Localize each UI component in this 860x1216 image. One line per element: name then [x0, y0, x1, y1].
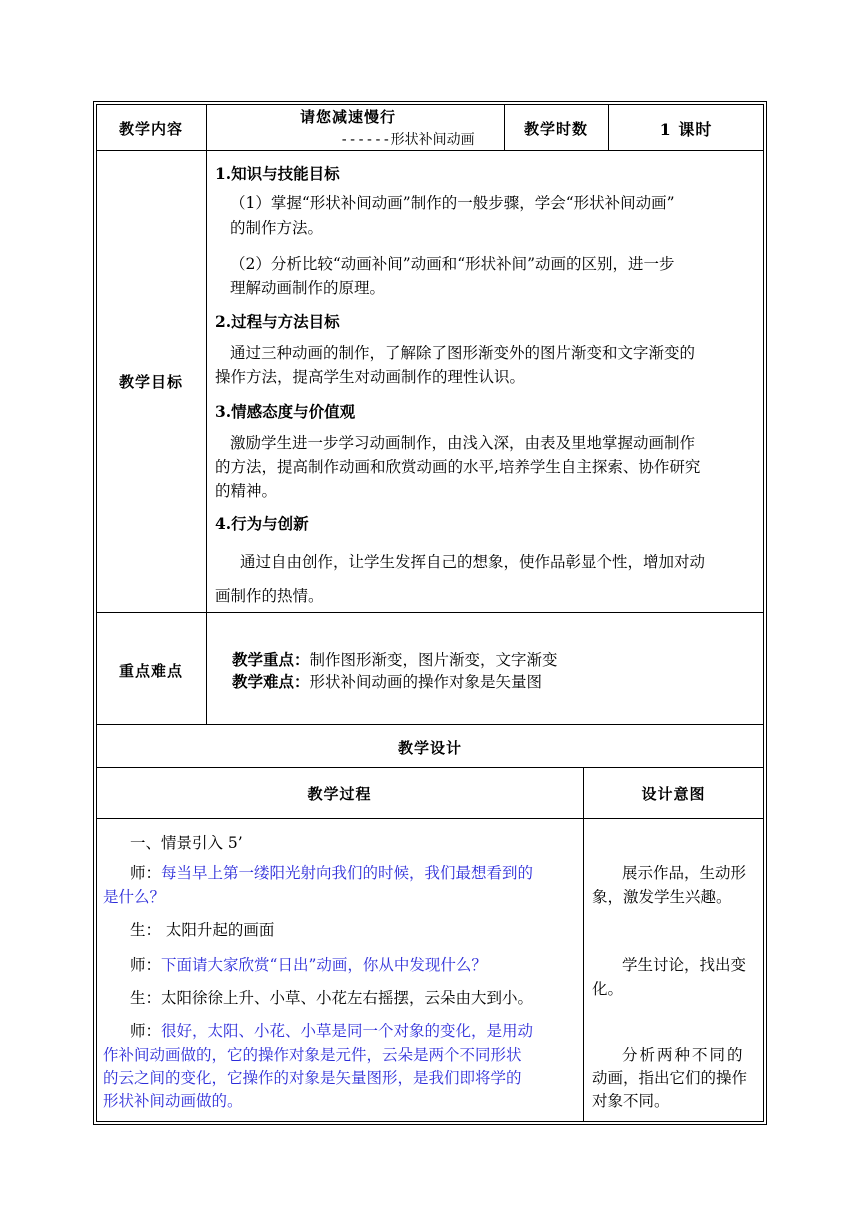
objective-text: 的制作方法。	[230, 219, 324, 237]
focus-label: 教学重点：	[232, 650, 310, 669]
row-divider	[96, 818, 764, 819]
lesson-title: 请您减速慢行	[300, 108, 397, 126]
objective-text: 理解动画制作的原理。	[230, 279, 386, 297]
row-divider	[96, 150, 764, 151]
hours-value: 1 课时	[659, 120, 713, 139]
teacher-prefix: 师：	[130, 956, 162, 974]
hours-label: 教学时数	[523, 120, 588, 138]
col-divider	[206, 104, 207, 724]
focus-text: 制作图形渐变，图片渐变，文字渐变	[309, 651, 558, 669]
objective-text: 激励学生进一步学习动画制作，由浅入深，由表及里地掌握动画制作	[230, 434, 696, 452]
intent-text: 学生讨论，找出变	[622, 956, 747, 974]
difficulty-label: 教学难点：	[232, 672, 310, 691]
objective-text: （1）掌握“形状补间动画”制作的一般步骤，学会“形状补间动画”	[230, 194, 675, 212]
objective-text: （2）分析比较“动画补间”动画和“形状补间”动画的区别，进一步	[230, 255, 675, 273]
col-divider	[583, 767, 584, 1122]
intent-text: 分析两种不同的	[622, 1046, 745, 1064]
teacher-text: 的云之间的变化，它操作的对象是矢量图形，是我们即将学的	[103, 1069, 522, 1087]
objective-heading: 1.知识与技能目标	[215, 164, 340, 183]
intent-text: 展示作品，生动形	[622, 864, 747, 882]
teacher-line	[130, 1020, 533, 1043]
student-line: 生： 太阳升起的画面	[130, 921, 275, 939]
lesson-subtitle: ------形状补间动画	[340, 132, 475, 148]
step-heading: 一、情景引入 5’	[130, 834, 243, 852]
objective-text: 操作方法，提高学生对动画制作的理性认识。	[215, 368, 526, 386]
teacher-prefix: 师：	[130, 1022, 162, 1040]
row-divider	[96, 724, 764, 725]
intent-text: 化。	[592, 980, 624, 998]
process-label: 教学过程	[307, 785, 372, 803]
student-line: 生：太阳徐徐上升、小草、小花左右摇摆，云朵由大到小。	[130, 989, 534, 1007]
objective-text: 画制作的热情。	[215, 587, 324, 605]
objective-text: 通过三种动画的制作，了解除了图形渐变外的图片渐变和文字渐变的	[230, 344, 696, 362]
teacher-text: 很好，太阳、小花、小草是同一个对象的变化，是用动	[161, 1022, 534, 1040]
design-title: 教学设计	[397, 739, 462, 757]
objective-heading: 3.情感态度与价值观	[215, 402, 356, 421]
teacher-line	[130, 862, 533, 885]
focus-line	[232, 648, 558, 672]
objective-heading: 4.行为与创新	[215, 514, 309, 533]
intent-label: 设计意图	[641, 785, 706, 803]
objective-text: 通过自由创作，让学生发挥自己的想象，使作品彰显个性，增加对动	[240, 553, 706, 571]
difficulty-line	[232, 670, 542, 694]
difficulty-text: 形状补间动画的操作对象是矢量图	[309, 673, 543, 691]
intent-text: 象，激发学生兴趣。	[592, 888, 732, 906]
key-points-label: 重点难点	[118, 662, 183, 680]
content-label: 教学内容	[118, 120, 183, 138]
intent-text: 动画，指出它们的操作	[592, 1069, 748, 1087]
teacher-text: 作补间动画做的，它的操作对象是元件，云朵是两个不同形状	[103, 1046, 522, 1064]
teacher-text: 下面请大家欣赏“日出”动画，你从中发现什么？	[161, 956, 487, 974]
teacher-text: 是什么？	[103, 888, 166, 906]
teacher-text: 形状补间动画做的。	[103, 1092, 243, 1110]
objective-text: 的方法，提高制作动画和欣赏动画的水平,培养学生自主探索、协作研究	[215, 458, 701, 476]
row-divider	[96, 767, 764, 768]
objective-text: 的精神。	[215, 482, 278, 500]
teacher-line	[130, 954, 487, 977]
objective-heading: 2.过程与方法目标	[215, 312, 340, 331]
objectives-label: 教学目标	[118, 373, 183, 391]
teacher-prefix: 师：	[130, 864, 162, 882]
intent-text: 对象不同。	[592, 1092, 670, 1110]
row-divider	[96, 612, 764, 613]
teacher-text: 每当早上第一缕阳光射向我们的时候，我们最想看到的	[161, 864, 534, 882]
